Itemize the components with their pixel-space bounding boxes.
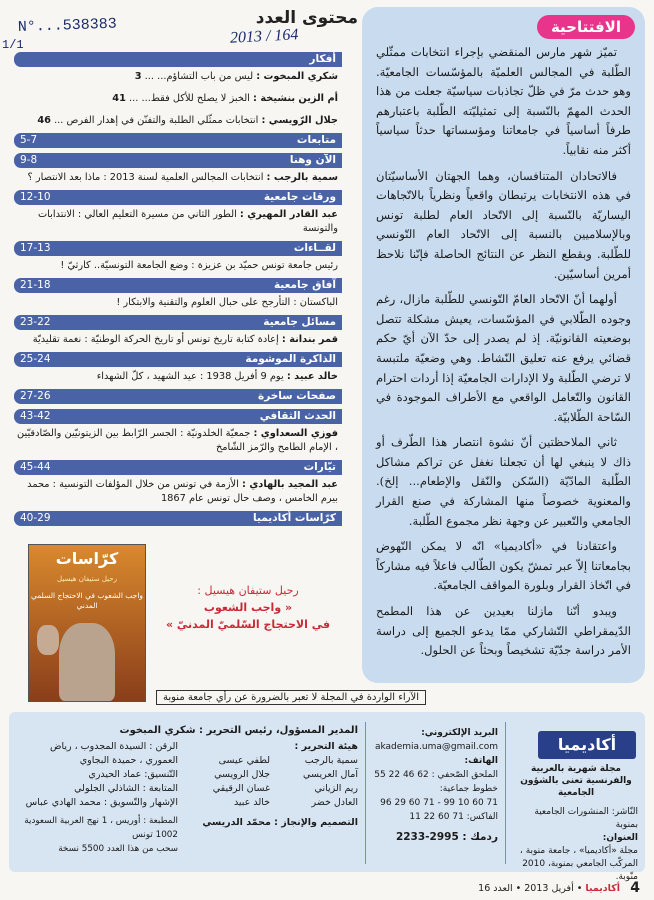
toc-entry [14, 256, 342, 278]
toc-section-header [14, 315, 342, 330]
toc-section-header [14, 511, 342, 526]
editorial-paragraph: ثاني الملاحظتين أنّ نشوة انتصار هذا الطّرف أو ذاك لا ينبغي لها أن تجعلنا نغفل عن تراكم مشاكل الطّلبة المادّيّة (السّكن والنّقل والإطعام... إلخ). والمعنوية خصوصاً منها المشاركة في صنع القرار الجامعي والتّعبير عن وجهة نظر مجموع الطّلبة. [376, 435, 631, 528]
toc-section [14, 389, 342, 409]
toc-entry-title: يوم 9 أفريل 1938 : عيد الشهيد ، كلّ الشهداء [96, 371, 287, 382]
toc-section [14, 153, 342, 190]
cover-title: كرّاسات [55, 549, 119, 568]
editorial-paragraph: واعتقادنا في «أكاديميا» انّه لا يمكن النّهوض بجامعاتنا إلاّ عبر تمشّ يكون الطّالب فاعلاً فيه مشاركاً في اتّخاذ القرار وبلورة المواقف الجامعيّة. [376, 539, 631, 593]
toc-section [14, 133, 342, 153]
toc-entry-title: انتخابات المجالس العلمية لسنة 2013 : ماذا بعد الانتصار ؟ [27, 172, 267, 183]
handwritten-mark: 1/1 [2, 38, 24, 52]
toc-section-title: صفحات ساخرة [258, 390, 336, 402]
board-member: آمال العريسي [303, 769, 358, 780]
toc-section-title: تيّارات [303, 461, 336, 473]
toc-section-title: متابعات [296, 134, 336, 146]
director: المدير المسؤول، رئيس التحرير : شكري المبخوت [119, 725, 358, 736]
toc-entry-title: إعادة كتابة تاريخ تونس أو تاريخ الحركة الوطنيّة : نغمة تقليديّة [32, 334, 282, 345]
toc-section-header [14, 389, 342, 404]
toc-entry-page: 3 [134, 71, 142, 82]
toc-section-header [14, 133, 342, 148]
magazine-logo: أكاديميا [538, 731, 636, 759]
board-member: العادل خضر [311, 797, 358, 808]
toc-section-header [14, 241, 342, 256]
print-run: سحب من هذا العدد 5500 نسخة [58, 844, 178, 854]
printer: المطبعة : أوريس ، 1 نهج العربية السعودية 1002 تونس [24, 816, 178, 840]
board-member: غسان الرقيقي [212, 783, 270, 794]
toc-section [14, 278, 342, 315]
editorial-title: الافتتاحية [537, 15, 635, 39]
email: akademia.uma@gmail.com [374, 742, 498, 752]
toc-entry [14, 424, 342, 460]
issue-brand: أكاديميا [585, 883, 620, 894]
toc-section-title: الحدث الثقافي [259, 410, 336, 422]
toc-entry-author: قمر بندانة : [281, 334, 338, 345]
portrait-shape [59, 623, 115, 701]
toc-section-header [14, 352, 342, 367]
toc-section-pages: 25-24 [20, 353, 51, 365]
toc-section [14, 460, 342, 511]
editorial-paragraph: أولهما أنّ الاتّحاد العامّ التّونسي للطّلبة مازال، رغم وجوده الطّلابي في المؤسّسات، يعيش مشكلة تتصل بوضعيته القانونيّة. إذ لم يصدر إلى حدّ الآن أيّ حكم قضائي يرفع عنه تعليق النّشاط. وهي وضعيّة ملتبسة لا ترضي الطّلبة ولا الإدارات الجامعيّة إذا أردات احترام القانون والتّعامل الواقعي مع الأطراف الموجودة في السّاحة الطّلابيّة. [376, 292, 631, 424]
toc-section [14, 241, 342, 278]
publisher: النّاشر: المنشورات الجامعية بمنوبة [534, 807, 638, 830]
book-caption-line: « واجب الشعوب [203, 601, 293, 614]
toc-section-pages: 40-29 [20, 512, 51, 524]
issue-info [478, 883, 620, 894]
toc-entry [14, 330, 342, 352]
toc-entry-author: جلال الرّويسي : [261, 115, 338, 126]
divider [505, 722, 506, 864]
editorial-paragraph: ويبدو أنّنا مازلنا بعيدين عن هذا المطمح الدّيمقراطي التّشاركي ممّا يدعو الجميع إلى دراسة الأمر دراسة جدّيّة تشخيصاً وبحثاً عن الحلول. [376, 604, 631, 658]
toc-section-pages: 21-18 [20, 279, 51, 291]
toc-section [14, 190, 342, 241]
toc-section-header [14, 153, 342, 168]
toc-section [14, 352, 342, 389]
toc-entry [14, 367, 342, 389]
publisher-block [510, 806, 638, 884]
toc-title: محتوى العدد [255, 8, 358, 28]
handwritten-stamp: N°...538383 [17, 15, 118, 37]
toc-section-header [14, 52, 342, 67]
toc-entry: شكري المبخوت : ليس من باب التشاؤم... ... 3 [134, 71, 338, 82]
coordination-credit: التّنسيق: عماد الحيدري [88, 769, 178, 780]
book-caption-line: رحيل ستيفان هيسيل : [197, 584, 299, 597]
toc-section-header [14, 460, 342, 475]
book-cover-image [28, 544, 146, 702]
toc-section [14, 409, 342, 460]
toc-section-pages: 43-42 [20, 410, 51, 422]
toc-entry-title: رئيس جامعة تونس حميّد بن عزيزة : وضع الجامعة التونسيّة.. كارثيّ ! [60, 260, 338, 271]
toc-entry [14, 475, 342, 511]
toc-entry-author: شكري المبخوت : [256, 71, 338, 82]
toc-section-pages: 5-7 [20, 134, 38, 146]
toc-entry-author: فوزي السعداوي : [253, 428, 338, 439]
toc-entry: جلال الرّويسي : انتخابات ممثّلي الطلبة والتفنّن في إهدار الفرص ... 46 [37, 115, 338, 126]
editorial-box [362, 7, 645, 683]
issue-date: • أفريل 2013 • العدد 16 [478, 883, 586, 894]
divider [365, 722, 366, 864]
toc-section [14, 511, 342, 531]
editorial-paragraph: فالاتحادان المتنافسان، وهما الجهتان الأساسيّتان في هذه الانتخابات يرتبطان واقعياً ونظرياً بالاتّجاهات اليساريّة بالنّسبة إلى الاتّحاد العام لطلبة تونس وبالإسلاميين بالنسبة إلى الاتّحاد العام التّونسي للطّلبة. وبقطع النظر عن النتائج الحاصلة فإنّنا نلاحظ أمرين أساسيّين. [376, 168, 631, 281]
toc-section [14, 52, 342, 133]
toc-entry-title: جمعيّة الخلدونيّة : الجسر الرّابط بين الزيتونيّين والصّادقيّين ، الإمام الطامح والرّمز الشّامخ [17, 428, 338, 453]
toc-section [14, 315, 342, 352]
toc-section-title: كرّاسات أكاديميا [253, 512, 336, 524]
toc-section-title: آفاق جامعية [273, 279, 336, 291]
toc-entry-author: عبد القادر المهيري : [239, 209, 338, 220]
toc-entry [14, 168, 342, 190]
production-credits [22, 740, 178, 856]
ads-credit: الإشهار والتّسويق : محمد الهادي عباس [25, 797, 178, 808]
toc-section-pages: 9-8 [20, 154, 38, 166]
toc-section-title: الذاكرة الموشومة [245, 353, 336, 365]
toc-entry-page: 41 [112, 93, 126, 104]
contact-block [372, 726, 498, 844]
toc-entry-page: 46 [37, 115, 51, 126]
toc-entry-author: عبد المجيد بالهادي : [241, 479, 338, 490]
cover-author: رحيل ستيفان هيسيل [57, 575, 117, 583]
toc-section-pages: 23-22 [20, 316, 51, 328]
handwritten-date: 2013 / 164 [229, 26, 299, 47]
toc-entry-author: أم الزين بنشيخة : [253, 93, 338, 104]
email-label: البريد الإلكتروني: [421, 728, 498, 738]
toc-section-title: ورقات جامعية [263, 191, 336, 203]
board-label: هيئة التحرير : [294, 741, 358, 752]
masthead-tagline: مجلة شهرية بالعربية والفرنسية تعنى بالشؤون الجامعية [520, 764, 632, 798]
toc-section-pages: 17-13 [20, 242, 51, 254]
toc-section-header [14, 278, 342, 293]
editorial-board [182, 740, 358, 830]
toc-section-title: مسائل جامعية [263, 316, 336, 328]
table-of-contents [14, 52, 342, 531]
disclaimer: الآراء الواردة في المجلة لا تعبر بالضرورة عن رأي جامعة منوبة [156, 690, 426, 705]
editorial-paragraph: تميّز شهر مارس المنقضي بإجراء انتخابات ممثّلي الطّلبة في المجالس العلميّة بالمؤسّسات الجامعيّة. وهو حدث مرّ في ظلّ تجاذبات سياسيّة جعلت من هذا الحدث المهمّ بالنّسبة إلى تمثيليّته الطّلبة باعتبارهم طرفاً أساسياً في جامعاتنا ومؤسساتها حدثاً سياسياً أكثر منه نقابياً. [376, 45, 631, 157]
group-lines: 71 60 10 99 - 71 60 29 96 [380, 798, 498, 808]
toc-entry-author: سمية بالرجب : [266, 172, 338, 183]
page-number: 4 [630, 880, 640, 896]
followup-credit: المتابعة : الشاذلي الجلولي [74, 783, 178, 794]
lines-label: خطوط جماعية: [439, 784, 498, 794]
toc-section-title: لقــاءات [293, 242, 336, 254]
toc-entry-author: خالد عبيد : [286, 371, 338, 382]
toc-entry [14, 205, 342, 241]
board-member: خالد عبيد [233, 797, 270, 808]
issn: ردمك : 2995-2233 [395, 831, 498, 843]
book-caption-line: في الاحتجاج السّلميّ المدنيّ » [165, 618, 331, 631]
raised-hand-shape [37, 625, 59, 655]
design-credit: التصميم والإنجاز : محمّد الدريسي [202, 817, 358, 828]
phone-label: الهاتف: [464, 756, 498, 766]
fax: الفاكس: 71 60 22 11 [409, 812, 498, 822]
toc-entry-title: ليس من باب التشاؤم... [157, 71, 257, 82]
book-caption [160, 582, 336, 633]
layout-credit: الرقن : السيدة المجدوب ، رياض العموري ، حميدة البجاوي [49, 741, 178, 766]
toc-entry-title: انتخابات ممثّلي الطلبة والتفنّن في إهدار الفرص [66, 115, 262, 126]
toc-section-pages: 45-44 [20, 461, 51, 473]
toc-section-title: أفكار [309, 53, 336, 65]
toc-section-pages: 27-26 [20, 390, 51, 402]
toc-entry-title: الأزمة في تونس من خلال المؤلفات التونسية : محمد بيرم الخامس ، وصف حال تونس عام 1867 [27, 479, 338, 504]
board-member: سمية بالرجب [304, 755, 358, 766]
editorial-body [376, 43, 631, 661]
address: مجلة «أكاديميا» ، جامعة منوبة ، المركّب الجامعي بمنوبة، 2010 منّوبة. [519, 846, 638, 882]
address-label: العنوان: [602, 833, 638, 843]
toc-section-pages: 12-10 [20, 191, 51, 203]
toc-entry-title: الباكستان : التأرجح على حبال العلوم والتقنية والابتكار ! [116, 297, 338, 308]
toc-entry-title: الطور الثاني من مسيرة التعليم العالي : الانتدابات والتونسة [37, 209, 338, 234]
page-footer [0, 880, 654, 900]
press-phone: الملحق الصّحفي : 62 46 22 55 [374, 770, 498, 780]
board-member: جلال الرويسي [214, 769, 270, 780]
toc-entry [14, 293, 342, 315]
toc-section-header [14, 409, 342, 424]
toc-section-title: الآن وهنا [289, 154, 336, 166]
toc-section-header [14, 190, 342, 205]
toc-entry: أم الزين بنشيخة : الخبز لا يصلح للأكل فقط... ... 41 [112, 93, 338, 104]
cover-subtitle: واجب الشعوب في الاحتجاج السلمي المدني [30, 591, 144, 610]
toc-entry-title: الخبز لا يصلح للأكل فقط... [141, 93, 254, 104]
board-member: ريم الزياني [314, 783, 358, 794]
board-member: لطفي عيسى [218, 755, 270, 766]
